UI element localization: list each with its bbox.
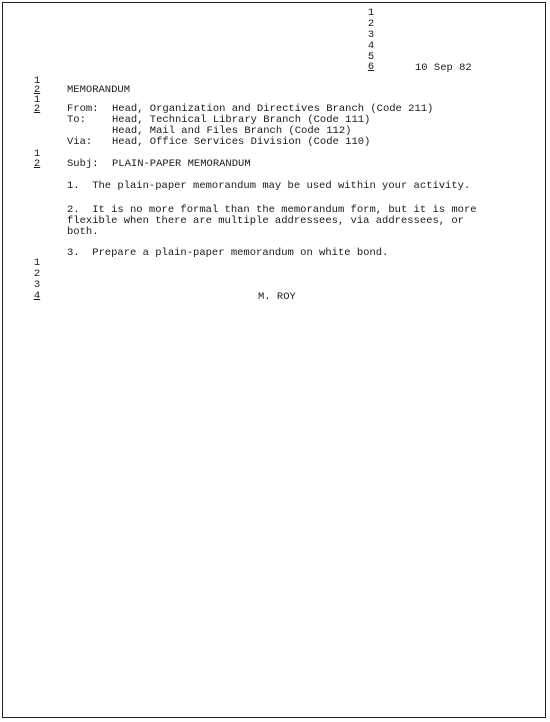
paragraph-3: 3. Prepare a plain-paper memorandum on white bond. (67, 247, 389, 259)
memo-heading: MEMORANDUM (67, 84, 131, 96)
spacing-mark: 2 (33, 268, 41, 280)
spacing-mark: 1 (33, 75, 41, 87)
spacing-mark: 2 (33, 158, 41, 170)
spacing-mark: 6 (367, 61, 375, 73)
paragraph-2-line: both. (67, 226, 99, 238)
spacing-mark: 4 (367, 40, 375, 52)
spacing-mark: 2 (33, 103, 41, 115)
paragraph-2-line: flexible when there are multiple addressees, via addressees, or (67, 215, 464, 227)
from-value: Head, Organization and Directives Branch (Code 211) (112, 103, 434, 115)
spacing-mark: 2 (33, 84, 41, 96)
via-label: Via: (67, 136, 93, 148)
signature-name: M. ROY (258, 291, 296, 303)
memorandum-page (2, 2, 546, 718)
spacing-mark: 1 (33, 257, 41, 269)
paragraph-1: 1. The plain-paper memorandum may be used within your activity. (67, 180, 471, 192)
subject-label: Subj: (67, 158, 99, 170)
via-value: Head, Office Services Division (Code 110) (112, 136, 371, 148)
to-value: Head, Technical Library Branch (Code 111) (112, 114, 371, 126)
spacing-mark: 1 (367, 7, 375, 19)
subject-value: PLAIN-PAPER MEMORANDUM (112, 158, 251, 170)
memo-date: 10 Sep 82 (415, 62, 472, 74)
to-value: Head, Mail and Files Branch (Code 112) (112, 125, 352, 137)
to-label: To: (67, 114, 86, 126)
spacing-mark: 3 (33, 279, 41, 291)
spacing-mark: 4 (33, 290, 41, 302)
spacing-mark: 1 (33, 94, 41, 106)
paragraph-2-line: 2. It is no more formal than the memorandum form, but it is more (67, 204, 477, 216)
from-label: From: (67, 103, 99, 115)
spacing-mark: 1 (33, 148, 41, 160)
spacing-mark: 2 (367, 18, 375, 30)
spacing-mark: 5 (367, 51, 375, 63)
spacing-mark: 3 (367, 29, 375, 41)
